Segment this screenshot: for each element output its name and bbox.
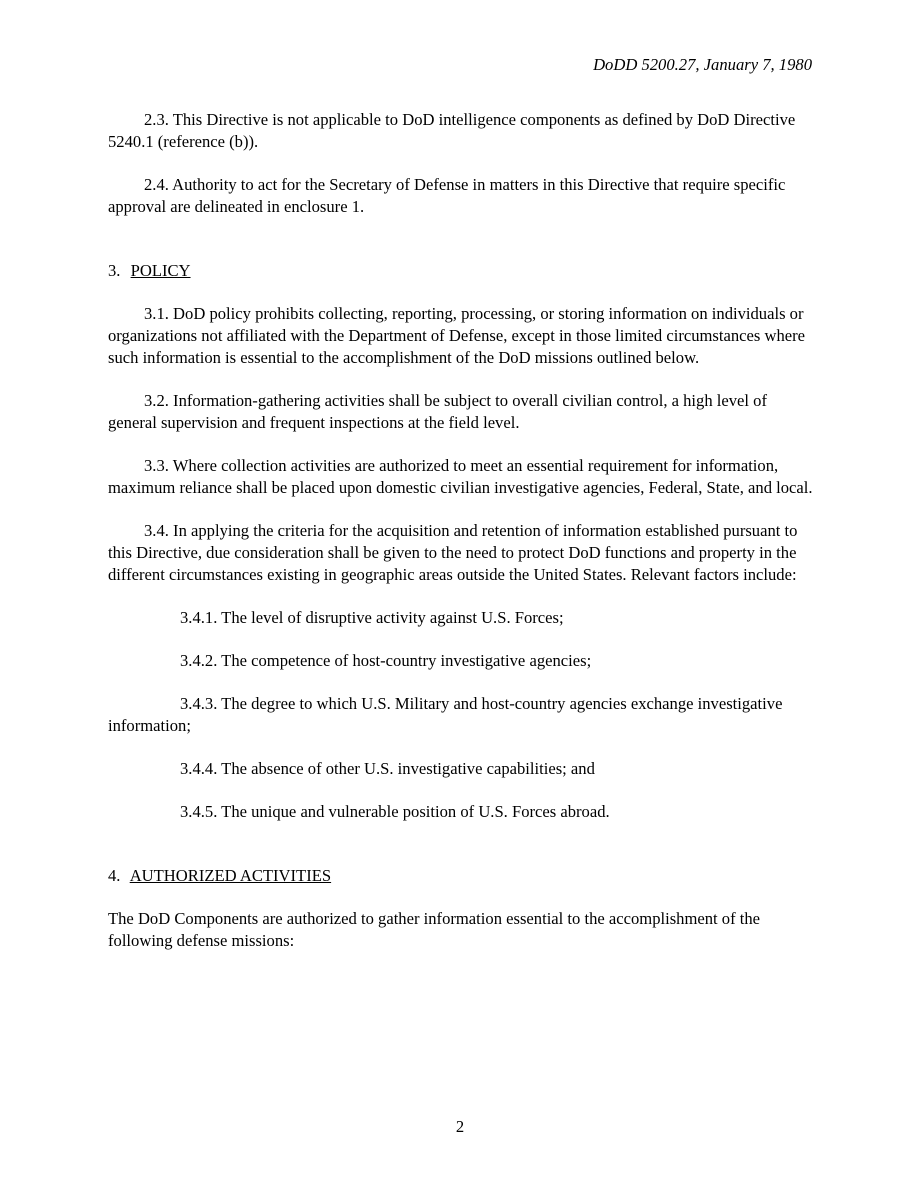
- section-title: POLICY: [130, 261, 191, 280]
- page-number: 2: [455, 1117, 465, 1136]
- paragraph-2-3: 2.3. This Directive is not applicable to DoD intelligence components as defined by DoD Directive 5240.1 (reference (b)).: [108, 110, 796, 151]
- paragraph-3-4-1: 3.4.1. The level of disruptive activity against U.S. Forces;: [180, 608, 564, 627]
- document-header: DoDD 5200.27, January 7, 1980: [593, 55, 812, 74]
- section-heading-policy: [108, 260, 814, 282]
- paragraph-3-4-3: 3.4.3. The degree to which U.S. Military and host-country agencies exchange investigative information;: [108, 694, 783, 735]
- paragraph-3-4-4: 3.4.4. The absence of other U.S. investigative capabilities; and: [180, 759, 595, 778]
- paragraph-3-1: 3.1. DoD policy prohibits collecting, reporting, processing, or storing information on individuals or organizations not affiliated with the Department of Defense, except in those limited circumstances where such information is essential to the accomplishment of the DoD missions outlined below.: [108, 304, 806, 367]
- paragraph-3-4-2: 3.4.2. The competence of host-country investigative agencies;: [180, 651, 592, 670]
- paragraph-3-4-5: 3.4.5. The unique and vulnerable position of U.S. Forces abroad.: [180, 802, 610, 821]
- paragraph-3-4: 3.4. In applying the criteria for the acquisition and retention of information established pursuant to this Directive, due consideration shall be given to the need to protect DoD functions and property in the different circumstances existing in geographic areas outside the United States. Relevant factors include:: [108, 521, 798, 584]
- paragraph-3-3: 3.3. Where collection activities are authorized to meet an essential requirement for information, maximum reliance shall be placed upon domestic civilian investigative agencies, Federal, State, and local.: [108, 456, 813, 497]
- section-number: 3.: [108, 261, 121, 280]
- section-heading-authorized-activities: [108, 865, 814, 887]
- document-body: [108, 109, 814, 973]
- section-number: 4.: [108, 866, 121, 885]
- paragraph-2-4: 2.4. Authority to act for the Secretary of Defense in matters in this Directive that require specific approval are delineated in enclosure 1.: [108, 175, 786, 216]
- paragraph-4-intro: The DoD Components are authorized to gather information essential to the accomplishment of the following defense missions:: [108, 909, 761, 950]
- section-title: AUTHORIZED ACTIVITIES: [129, 866, 332, 885]
- paragraph-3-2: 3.2. Information-gathering activities shall be subject to overall civilian control, a high level of general supervision and frequent inspections at the field level.: [108, 391, 768, 432]
